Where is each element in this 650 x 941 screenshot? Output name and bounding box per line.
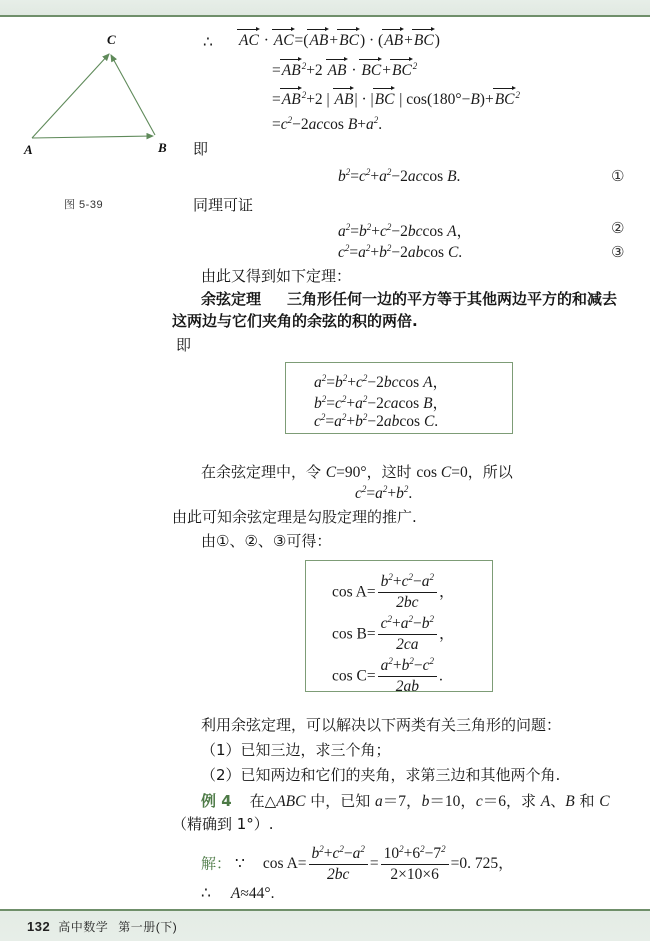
applications-intro: 利用余弦定理，可以解决以下两类有关三角形的问题： [201,716,562,734]
vertex-label-a: A [24,142,33,157]
ji-label-2: 即 [176,336,192,354]
vertex-label-c: C [107,32,116,47]
derivation-line-3: $=AB^2+2$ | AB| · |BC | $\cos(180^\circ-B)+BC^2$ [272,90,521,109]
theorem-statement-line-2: 这两边与它们夹角的余弦的积的两倍. [172,312,418,330]
box-formula-2: $b^2=c^2+a^2-2cacos$ B， [314,393,449,412]
vertex-label-b: B [158,140,167,155]
vector-ab-2: AB [384,32,404,49]
triangle-diagram-svg [12,28,182,188]
vector-bc-5: BC [374,91,395,109]
derivation-line-4: $=c^2-2accos$ $B+a^2$. [272,115,383,134]
equation-number-3: ③ [611,243,625,261]
triangle-figure [12,28,182,211]
example-label: 例 4 [201,792,232,810]
fraction-a [378,572,437,612]
cos-formula-a [332,573,455,613]
answer-value: A≈44°. [230,885,275,902]
cosine-formula-box [305,560,493,695]
cos-a-tail: ， [439,583,455,601]
example-line-1: 例 4 在△ABC 中，已知 a＝7，b＝10，c＝6，求 A、B 和 C [201,792,610,810]
corollary-line-3: 由①、②、③可得： [201,532,332,550]
vector-ab-4: AB [327,62,347,80]
theorem-intro: 由此又得到如下定理： [201,267,352,285]
because-symbol: ∵ [235,855,245,873]
solution-equals-mid: = [369,855,379,873]
fraction-c-denominator: 2ab [395,677,419,695]
solution-label: 解： [201,854,232,873]
solution-fraction-2 [381,844,449,884]
equation-number-1: ① [611,167,625,185]
equation-1: $b^2=c^2+a^2-2accos$ B. [338,167,461,186]
header-rule [0,15,650,17]
solution-fraction-1 [309,844,368,884]
answer-line [201,884,274,903]
fraction-a-denominator: 2bc [396,593,419,611]
law-of-cosines-box [285,362,513,434]
vector-bc-3: BC [361,62,382,80]
ji-label-1: 即 [193,140,209,158]
figure-caption: 图 5-39 [64,199,104,211]
fraction-a-numerator: $b^2+c^2-a^2$ [378,572,437,593]
box-formula-3: $c^2=a^2+b^2-2abcos$ C. [314,412,439,431]
book-title: 高中数学 [58,920,109,934]
corollary-line-2: 由此可知余弦定理是勾股定理的推广. [172,508,417,526]
vector-ac-1: AC [239,32,259,49]
solution-fraction-2-denominator: 2×10×6 [390,865,439,883]
solution-fraction-1-denominator: 2bc [327,865,350,883]
vector-ab-5: AB [281,91,301,109]
equation-2: $a^2=b^2+c^2-2bccos$ A， [338,221,473,240]
vector-bc-6: BC [494,91,515,109]
vector-bc-1: BC [339,32,359,49]
vector-ab-6: AB [334,91,354,109]
solution-fraction-1-numerator: $b^2+c^2-a^2$ [309,844,368,865]
segment-bc [111,55,155,135]
vector-ab-1: AB [309,32,329,49]
vector-bc-2: BC [413,32,434,49]
therefore-symbol-1: ∴ [203,34,213,51]
segment-ab [32,136,153,138]
derivation-line-2: $=AB^2+2$ AB · $BC+BC^2$ [272,61,418,80]
example-line-2: （精确到 1°）. [172,815,274,833]
box-formula-1: $a^2=b^2+c^2-2bccos$ A， [314,372,449,391]
fraction-c [378,656,437,696]
header-band [0,0,650,16]
theorem-heading-line [201,288,617,309]
corollary-line-1: 在余弦定理中，令 C=90°，这时 cos C=0，所以 [201,463,513,481]
fraction-b [378,614,437,654]
fraction-b-numerator: $c^2+a^2-b^2$ [378,614,437,635]
volume-label: 第一册(下) [118,920,178,934]
fraction-c-numerator: $a^2+b^2-c^2$ [378,656,437,677]
cos-c-tail: . [439,667,443,685]
segment-ac [32,54,109,138]
equation-3: $c^2=a^2+b^2-2abcos$ C. [338,243,463,262]
page-number: 132 [27,919,51,934]
theorem-statement-line-1: 三角形任何一边的平方等于其他两边平方的和减去 [287,290,618,308]
vector-bc-4: BC [391,62,412,80]
theorem-name: 余弦定理 [201,290,262,308]
cos-a-lhs: cos A= [332,583,376,601]
corollary-formula: $c^2=a^2+b^2$. [355,484,413,503]
dot-operator-1: · [263,32,269,49]
application-item-2: （2）已知两边和它们的夹角，求第三边和其他两个角. [201,766,561,784]
cos-c-lhs: cos C= [332,667,376,685]
footer [27,918,177,935]
solution-line [201,845,514,885]
derivation-line-1: AC · AC=(AB+BC) · (AB+BC) [239,32,440,49]
cos-b-tail: ， [439,625,455,643]
application-item-1: （1）已知三边，求三个角； [201,741,391,759]
fraction-b-denominator: 2ca [396,635,419,653]
solution-fraction-2-numerator: $10^2+6^2-7^2$ [381,844,449,865]
cos-formula-c [332,657,443,697]
cos-formula-b [332,615,455,655]
equals-sign-1: = [294,32,304,49]
equation-number-2: ② [611,219,625,237]
therefore-symbol-2: ∴ [201,885,211,902]
cos-b-lhs: cos B= [332,625,376,643]
vector-ac-2: AC [273,32,294,49]
solution-result: =0. 725， [450,855,514,873]
solution-cos-lhs: cos A= [262,855,307,873]
vector-ab-3: AB [281,62,301,80]
tongli-label: 同理可证 [193,196,254,214]
